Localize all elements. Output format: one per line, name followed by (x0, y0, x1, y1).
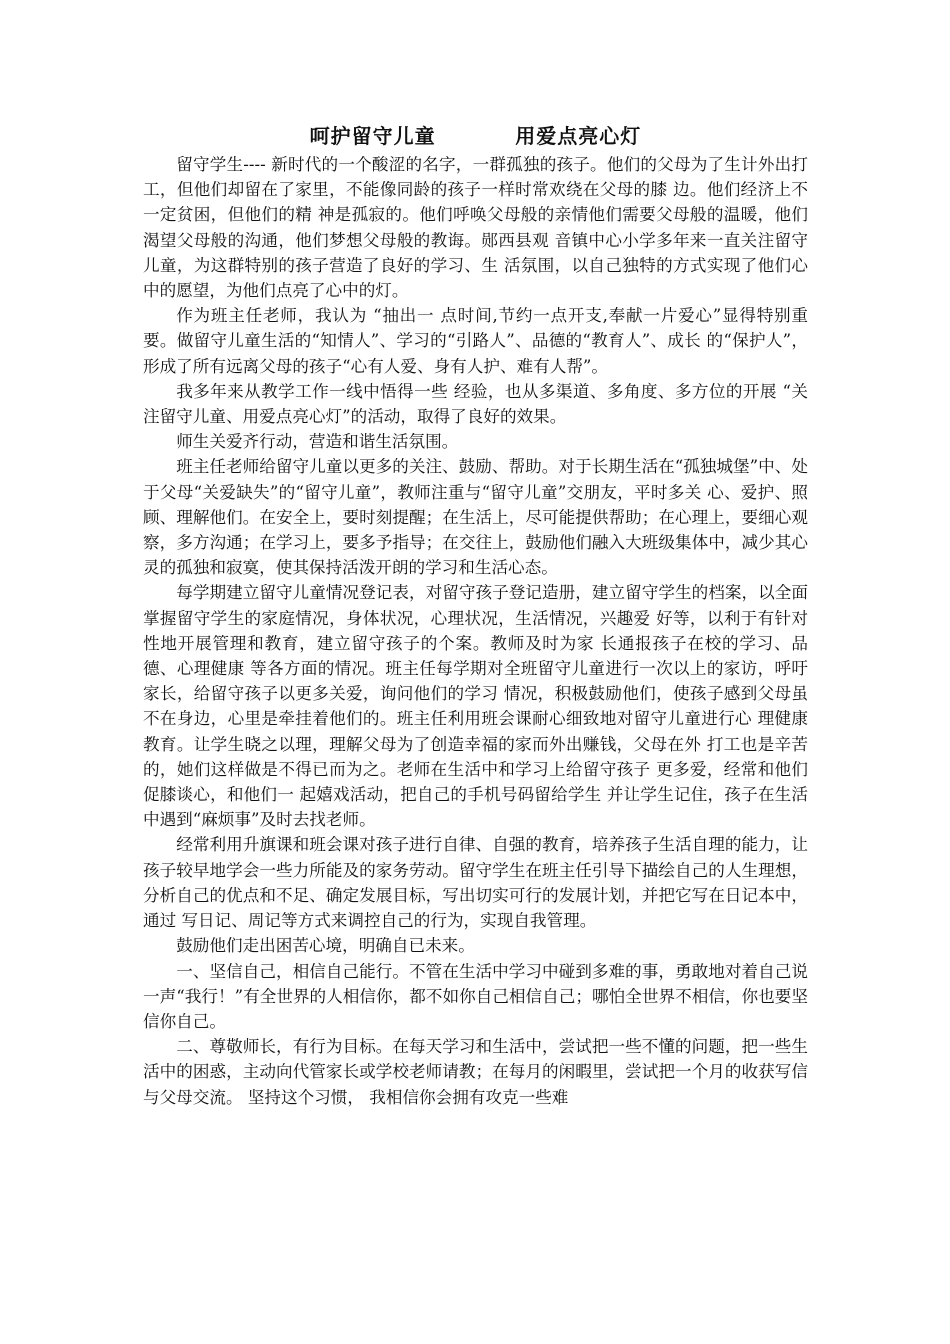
document-page (143, 120, 808, 1110)
paragraph-point-one: 一、坚信自己，相信自己能行。不管在生活中学习中碰到多难的事，勇敢地对着自己说一声“我行！”有全世界的人相信你，都不如你自己相信自己；哪怕全世界不相信，你也要坚信你自己。 (143, 961, 808, 1031)
paragraph-attention: 班主任老师给留守儿童以更多的关注、鼓励、帮助。对于长期生活在“孤独城堡”中、处于父母“关爱缺失”的“留守儿童”，教师注重与“留守儿童”交朋友，平时多关 心、爱护、照顾、理解他们。在安全上，要时刻提醒；在生活上，尽可能提供帮助；在心理上，要细心观察，多方沟通；在学习上，要多予指导；在交往上，鼓励他们融入大班级集体中，减少其心灵的孤独和寂寞，使其保持活泼开朗的学习和生活心态。 (143, 457, 808, 578)
section-heading-care: 师生关爱齐行动，营造和谐生活氛围。 (176, 432, 459, 452)
paragraph-experience: 我多年来从教学工作一线中悟得一些 经验，也从多渠道、多角度、多方位的开展 “关注留守儿童、用爱点亮心灯”的活动，取得了良好的效果。 (143, 381, 808, 427)
document-body (143, 152, 808, 1110)
paragraph-records: 每学期建立留守儿童情况登记表，对留守孩子登记造册，建立留守学生的档案，以全面掌握留守学生的家庭情况，身体状况，心理状况，生活情况，兴趣爱 好等，以利于有针对性地开展管理和教育，建立留守孩子的个案。教师及时为家 长通报孩子在校的学习、品德、心理健康 等各方面的情况。班主任每学期对全班留守儿童进行一次以上的家访，呼吁家长，给留守孩子以更多关爱，询问他们的学习 情况，积极鼓励他们，使孩子感到父母虽不在身边，心里是牵挂着他们的。班主任利用班会课耐心细致地对留守儿童进行心 理健康教育。让学生晓之以理，理解父母为了创造幸福的家而外出赚钱，父母在外 打工也是辛苦的，她们这样做是不得已而为之。老师在生活中和学习上给留守孩子 更多爱，经常和他们促膝谈心，和他们一 起嬉戏活动，把自己的手机号码留给学生 并让学生记住，孩子在生活中遇到“麻烦事”及时去找老师。 (143, 583, 808, 830)
paragraph-teacher-role: 作为班主任老师，我认为 “抽出一 点时间,节约一点开支,奉献一片爱心”显得特别重要。做留守儿童生活的“知情人”、学习的“引路人”、品德的“教育人”、成长 的“保护人”，形成了所有远离父母的孩子“心有人爱、身有人护、难有人帮”。 (143, 306, 808, 376)
paragraph-point-two: 二、尊敬师长，有行为目标。在每天学习和生活中，尝试把一些不懂的问题，把一些生活中的困惑，主动向代管家长或学校老师请教；在每月的闲暇里，尝试把一个月的收获写信与父母交流。 坚持这个习惯， 我相信你会拥有攻克一些难 (143, 1037, 808, 1107)
paragraph-intro: 留守学生---- 新时代的一个酸涩的名字，一群孤独的孩子。他们的父母为了生计外出打工，但他们却留在了家里，不能像同龄的孩子一样时常欢绕在父母的膝 边。他们经济上不一定贫困，但他们的精 神是孤寂的。他们呼唤父母般的亲情他们需要父母般的温暖，他们渴望父母般的沟通，他们梦想父母般的教诲。郧西县观 音镇中心小学多年来一直关注留守儿童，为这群特别的孩子营造了良好的学习、生 活氛围，以自己独特的方式实现了他们心 中的愿望，为他们点亮了心中的灯。 (143, 155, 808, 301)
paragraph-self-discipline: 经常利用升旗课和班会课对孩子进行自律、自强的教育，培养孩子生活自理的能力，让孩子较早地学会一些力所能及的家务劳动。留守学生在班主任引导下描绘自己的人生理想，分析自己的优点和不足、确定发展目标，写出切实可行的发展计划，并把它写在日记本中，通过 写日记、周记等方式来调控自己的行为，实现自我管理。 (143, 835, 808, 931)
document-title: 呵护留守儿童 用爱点亮心灯 (309, 124, 642, 148)
section-heading-encourage: 鼓励他们走出困苦心境，明确自已未来。 (176, 936, 475, 956)
